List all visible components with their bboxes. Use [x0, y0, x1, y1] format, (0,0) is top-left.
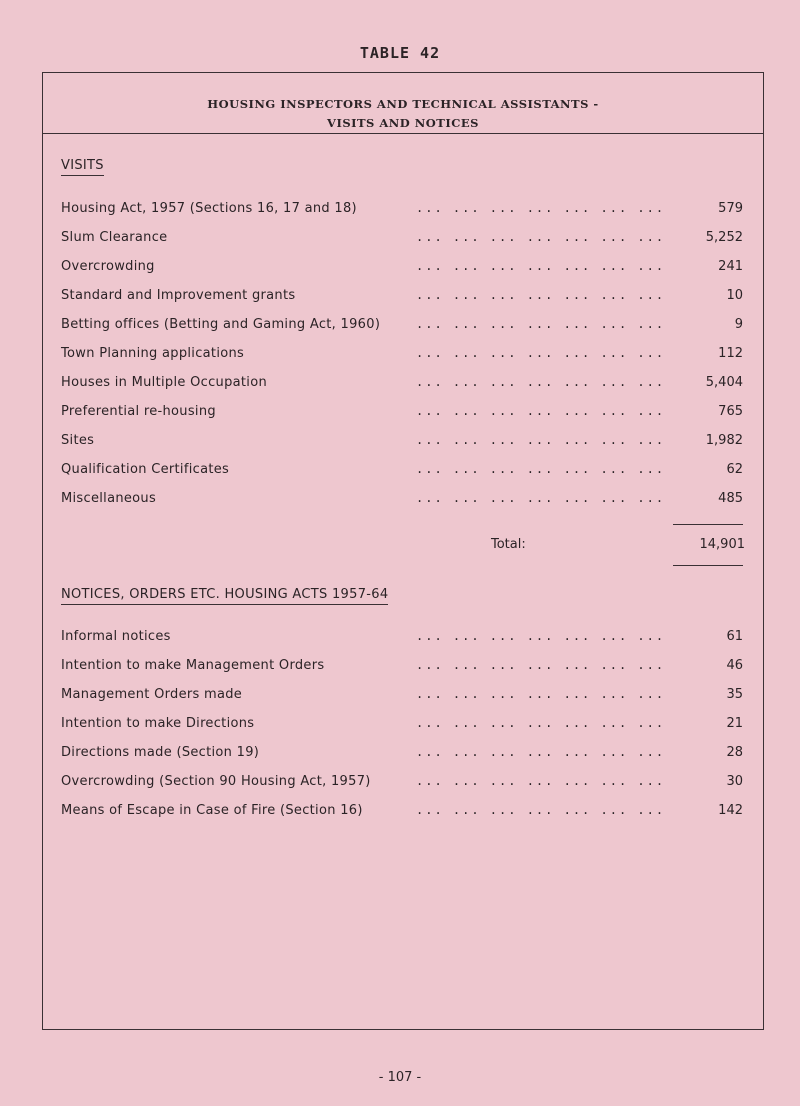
row-value: 5,252: [705, 230, 743, 245]
row-label: Betting offices (Betting and Gaming Act, 1960): [61, 317, 381, 332]
row-label: Overcrowding: [61, 259, 155, 274]
row-label: Houses in Multiple Occupation: [61, 375, 267, 390]
total-label: Total:: [491, 537, 526, 552]
row-label: Means of Escape in Case of Fire (Section 16): [61, 803, 363, 818]
row-value: 21: [726, 716, 743, 731]
row-value: 5,404: [705, 375, 743, 390]
visits-row: [61, 201, 743, 221]
notices-row: [61, 687, 743, 707]
row-label: Sites: [61, 433, 95, 448]
table-frame: [42, 72, 764, 1030]
row-label: Informal notices: [61, 629, 171, 644]
row-value: 10: [726, 288, 743, 303]
row-label: Preferential re-housing: [61, 404, 216, 419]
table-header: [43, 73, 763, 134]
dot-leaders: ... ... ... ... ... ... ...: [416, 491, 666, 505]
dot-leaders: ... ... ... ... ... ... ...: [416, 230, 666, 244]
row-value: 30: [726, 774, 743, 789]
notices-row: [61, 745, 743, 765]
visits-row: [61, 462, 743, 482]
notices-row: [61, 803, 743, 823]
dot-leaders: ... ... ... ... ... ... ...: [416, 346, 666, 360]
row-label: Directions made (Section 19): [61, 745, 260, 760]
row-value: 112: [718, 346, 743, 361]
header-title-line-2: VISITS AND NOTICES: [327, 116, 479, 130]
dot-leaders: ... ... ... ... ... ... ...: [416, 201, 666, 215]
row-label: Slum Clearance: [61, 230, 168, 245]
row-label: Town Planning applications: [61, 346, 245, 361]
visits-row: [61, 317, 743, 337]
row-value: 62: [726, 462, 743, 477]
row-label: Management Orders made: [61, 687, 243, 702]
visits-row: [61, 433, 743, 453]
row-value: 9: [734, 317, 743, 332]
row-label: Miscellaneous: [61, 491, 157, 506]
row-label: Standard and Improvement grants: [61, 288, 296, 303]
row-value: 61: [726, 629, 743, 644]
notices-row: [61, 658, 743, 678]
row-value: 1,982: [705, 433, 743, 448]
notices-row: [61, 716, 743, 736]
visits-row: [61, 288, 743, 308]
dot-leaders: ... ... ... ... ... ... ...: [416, 288, 666, 302]
notices-section-title: NOTICES, ORDERS ETC. HOUSING ACTS 1957-64: [61, 587, 388, 605]
total-rule-bottom: [673, 565, 743, 566]
dot-leaders: ... ... ... ... ... ... ...: [416, 433, 666, 447]
row-label: Overcrowding (Section 90 Housing Act, 1957): [61, 774, 371, 789]
dot-leaders: ... ... ... ... ... ... ...: [416, 687, 666, 701]
header-title-line-1: HOUSING INSPECTORS AND TECHNICAL ASSISTANTS -: [207, 97, 599, 111]
dot-leaders: ... ... ... ... ... ... ...: [416, 658, 666, 672]
visits-row: [61, 259, 743, 279]
row-value: 28: [726, 745, 743, 760]
visits-section-title: VISITS: [61, 158, 104, 176]
row-label: Qualification Certificates: [61, 462, 230, 477]
visits-row: [61, 404, 743, 424]
row-label: Intention to make Directions: [61, 716, 255, 731]
visits-row: [61, 375, 743, 395]
table-number: TABLE 42: [359, 44, 441, 62]
dot-leaders: ... ... ... ... ... ... ...: [416, 375, 666, 389]
dot-leaders: ... ... ... ... ... ... ...: [416, 803, 666, 817]
row-label: Housing Act, 1957 (Sections 16, 17 and 18): [61, 201, 357, 216]
notices-row: [61, 774, 743, 794]
visits-row: [61, 491, 743, 511]
dot-leaders: ... ... ... ... ... ... ...: [416, 745, 666, 759]
row-value: 579: [718, 201, 743, 216]
notices-row: [61, 629, 743, 649]
dot-leaders: ... ... ... ... ... ... ...: [416, 259, 666, 273]
row-value: 35: [726, 687, 743, 702]
row-value: 241: [718, 259, 743, 274]
total-value: 14,901: [699, 537, 745, 552]
dot-leaders: ... ... ... ... ... ... ...: [416, 629, 666, 643]
row-value: 142: [718, 803, 743, 818]
dot-leaders: ... ... ... ... ... ... ...: [416, 716, 666, 730]
row-value: 485: [718, 491, 743, 506]
row-value: 46: [726, 658, 743, 673]
dot-leaders: ... ... ... ... ... ... ...: [416, 404, 666, 418]
dot-leaders: ... ... ... ... ... ... ...: [416, 774, 666, 788]
visits-row: [61, 230, 743, 250]
page-number: - 107 -: [378, 1070, 422, 1085]
dot-leaders: ... ... ... ... ... ... ...: [416, 462, 666, 476]
visits-row: [61, 346, 743, 366]
dot-leaders: ... ... ... ... ... ... ...: [416, 317, 666, 331]
row-label: Intention to make Management Orders: [61, 658, 325, 673]
row-value: 765: [718, 404, 743, 419]
total-rule-top: [673, 524, 743, 525]
